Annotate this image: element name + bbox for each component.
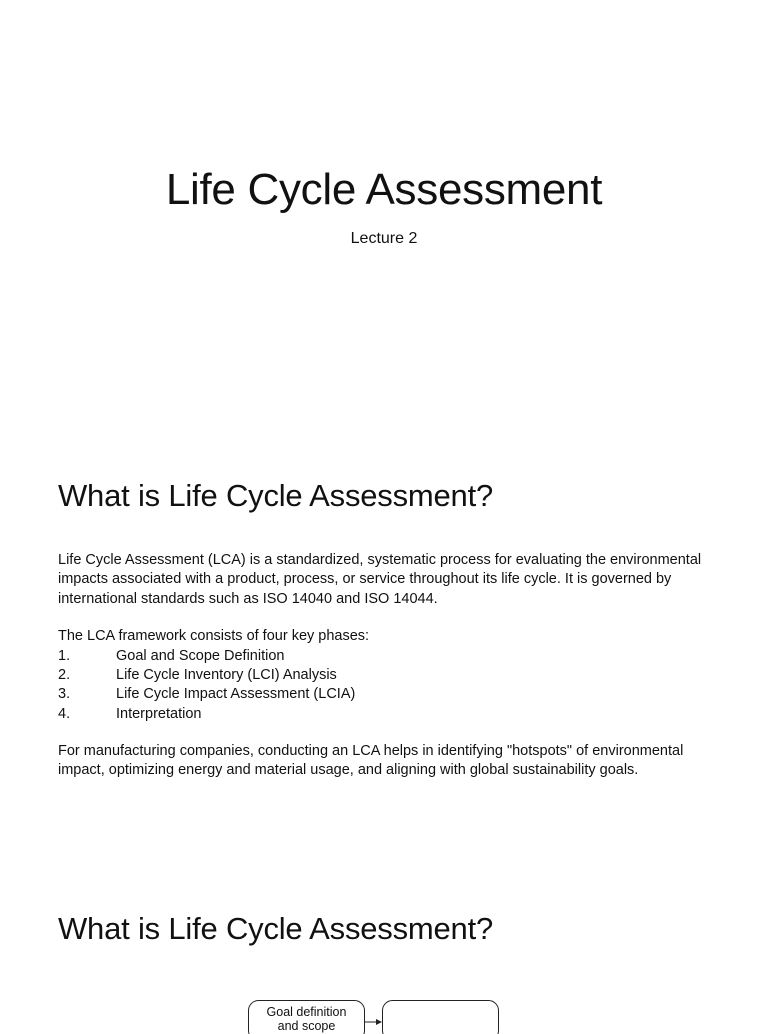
phase-label: Goal and Scope Definition [116, 647, 284, 666]
list-item [58, 685, 355, 704]
section-heading-lca-framework: What is Life Cycle Assessment? [58, 910, 493, 948]
phase-number: 2. [58, 666, 116, 685]
list-item [58, 666, 355, 685]
phase-number: 1. [58, 647, 116, 666]
phase-label: Interpretation [116, 705, 201, 724]
list-item [58, 647, 355, 666]
section-heading-lca: What is Life Cycle Assessment? [58, 477, 493, 515]
goal-scope-label-line2: and scope [278, 1019, 336, 1033]
lca-closing-paragraph: For manufacturing companies, conducting an LCA helps in identifying "hotspots" of environmental impact, optimizing energy and material usage, and aligning with global sustainability goals. [58, 742, 718, 781]
phase-label: Life Cycle Inventory (LCI) Analysis [116, 666, 337, 685]
phase-label: Life Cycle Impact Assessment (LCIA) [116, 685, 355, 704]
lca-intro-paragraph: Life Cycle Assessment (LCA) is a standardized, systematic process for evaluating the environmental impacts associated with a product, process, or service throughout its life cycle. It is governed by international standards such as ISO 14040 and ISO 14044. [58, 551, 718, 609]
slide-title: Life Cycle Assessment [0, 164, 768, 216]
lca-framework-diagram [240, 994, 510, 1024]
inventory-analysis-box [383, 1001, 499, 1034]
phase-number: 3. [58, 685, 116, 704]
goal-scope-label-line1: Goal definition [267, 1005, 347, 1019]
phase-number: 4. [58, 705, 116, 724]
lca-framework-diagram-svg [240, 994, 510, 1034]
list-item [58, 705, 355, 724]
arrow-head-icon [376, 1019, 382, 1025]
framework-intro-text: The LCA framework consists of four key phases: [58, 627, 718, 646]
lca-phase-list [58, 647, 355, 725]
slide-subtitle: Lecture 2 [0, 229, 768, 249]
